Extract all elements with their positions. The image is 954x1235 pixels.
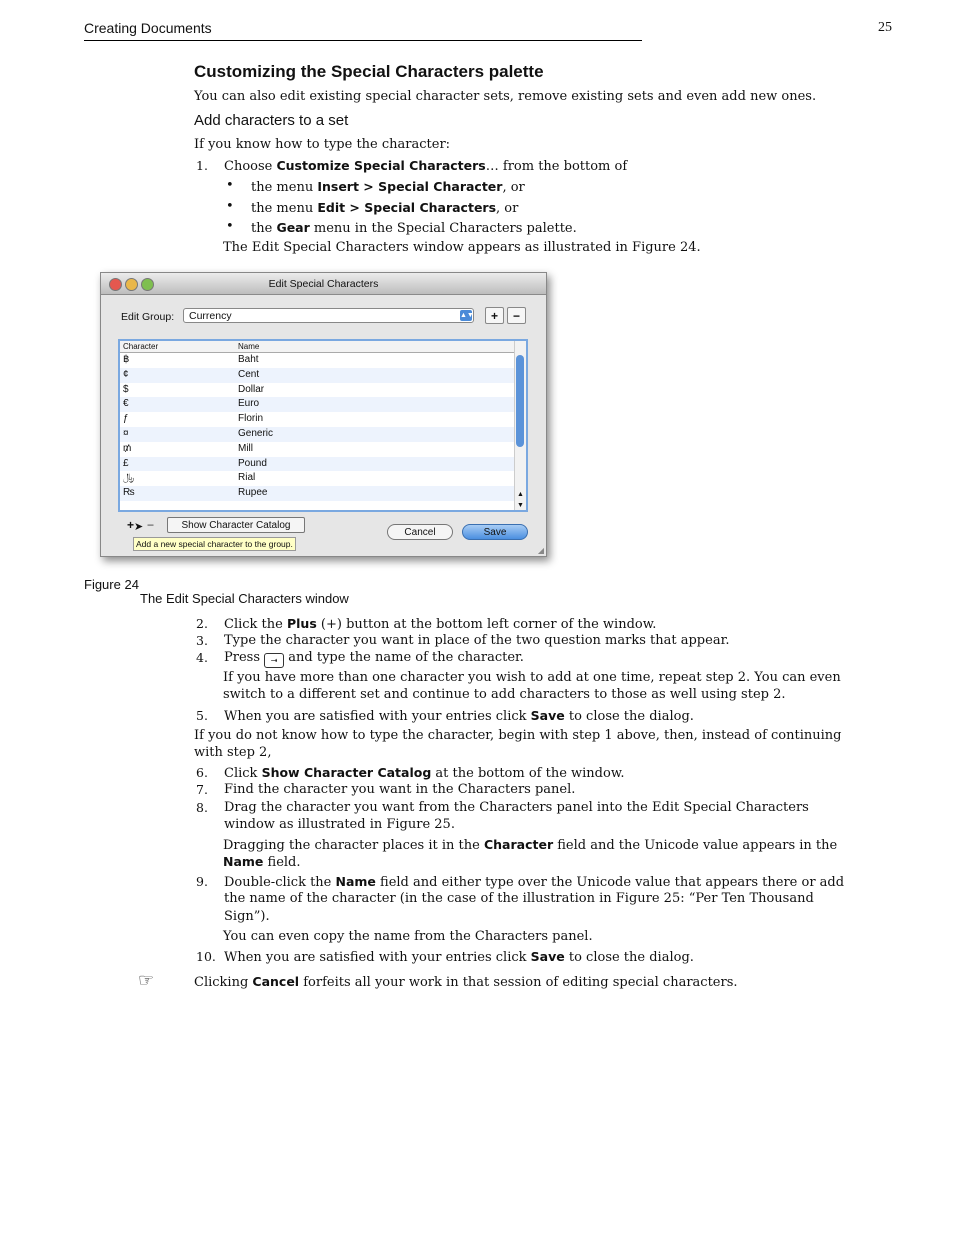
lead-paragraph: If you know how to type the character:: [194, 137, 451, 152]
characters-table[interactable]: [118, 339, 528, 512]
alternate-path-line: If you do not know how to type the character, begin with step 1 above, then, instead of continuing: [194, 728, 842, 743]
window-titlebar: [101, 273, 546, 295]
name-cell[interactable]: Generic: [238, 427, 274, 439]
character-cell[interactable]: ¢: [123, 368, 129, 380]
step-5: When you are satisfied with your entries click Save to close the dialog.: [224, 708, 694, 724]
name-cell[interactable]: Dollar: [238, 383, 265, 395]
table-row[interactable]: [120, 457, 526, 472]
name-cell[interactable]: Rupee: [238, 487, 268, 499]
table-body: [120, 353, 526, 501]
step-10: When you are satisfied with your entries click Save to close the dialog.: [224, 949, 694, 965]
bullet-icon: •: [226, 219, 234, 234]
table-row[interactable]: [120, 368, 526, 383]
name-cell[interactable]: Rial: [238, 472, 256, 484]
edit-special-characters-window: [100, 272, 547, 557]
intro-paragraph: You can also edit existing special character sets, remove existing sets and even add new ones.: [194, 89, 817, 104]
table-row[interactable]: [120, 486, 526, 501]
figure-caption: The Edit Special Characters window: [140, 591, 349, 606]
tab-key-icon: ⇥: [264, 653, 284, 668]
step-4-note-line: switch to a different set and continue to add characters to those as well using step 2.: [223, 687, 786, 702]
add-character-button[interactable]: +: [126, 518, 134, 532]
step-2: Click the Plus (+) button at the bottom left corner of the window.: [224, 616, 657, 632]
bullet-icon: •: [226, 178, 234, 193]
scrollbar-thumb[interactable]: [516, 355, 524, 447]
show-character-catalog-button[interactable]: Show Character Catalog: [167, 517, 305, 533]
remove-group-button[interactable]: −: [507, 307, 526, 324]
table-row[interactable]: [120, 383, 526, 398]
bullet-item: the menu Insert > Special Character, or: [251, 179, 525, 195]
step-3: Type the character you want in place of the two question marks that appear.: [224, 633, 730, 648]
step-1-result: The Edit Special Characters window appears as illustrated in Figure 24.: [223, 240, 701, 255]
step-number: 5.: [196, 708, 208, 723]
name-cell[interactable]: Euro: [238, 398, 260, 410]
character-cell[interactable]: ฿: [123, 354, 130, 365]
step-6: Click Show Character Catalog at the bottom of the window.: [224, 765, 625, 781]
step-4-note-line: If you have more than one character you wish to add at one time, repeat step 2. You can even: [223, 670, 841, 685]
scroll-up-icon[interactable]: ▲: [517, 491, 524, 498]
step-4: Press ⇥ and type the name of the character.: [224, 649, 524, 668]
step-9-line: Double-click the Name field and either type over the Unicode value that appears there or add: [224, 874, 845, 890]
bullet-icon: •: [226, 199, 234, 214]
window-title: Edit Special Characters: [268, 278, 379, 290]
remove-character-button[interactable]: −: [146, 518, 154, 532]
add-group-button[interactable]: +: [485, 307, 504, 324]
step-number: 2.: [196, 616, 208, 631]
mouse-cursor-icon: ➤: [134, 521, 144, 533]
step-8-note: Dragging the character places it in the Character field and the Unicode value appears in the: [223, 837, 838, 853]
pointing-hand-icon: ☞: [138, 970, 155, 991]
table-row[interactable]: [120, 397, 526, 412]
step-8-line: Drag the character you want from the Characters panel into the Edit Special Characters: [224, 800, 809, 815]
cancel-button[interactable]: Cancel: [387, 524, 453, 540]
subheading: Add characters to a set: [194, 112, 349, 129]
character-cell[interactable]: £: [123, 457, 129, 469]
step-9-note: You can even copy the name from the Characters panel.: [223, 929, 593, 944]
page-number: 25: [878, 20, 892, 35]
step-8-note: Name field.: [223, 854, 301, 870]
step-7: Find the character you want in the Characters panel.: [224, 782, 576, 797]
table-row[interactable]: [120, 412, 526, 427]
resize-grip-icon[interactable]: ◢: [537, 546, 544, 555]
character-cell[interactable]: ¤: [123, 427, 129, 439]
bullet-item: the menu Edit > Special Characters, or: [251, 200, 519, 216]
character-cell[interactable]: ƒ: [123, 413, 129, 425]
bullet-item: the Gear menu in the Special Characters palette.: [251, 220, 577, 236]
running-header: [84, 20, 642, 41]
name-cell[interactable]: Florin: [238, 413, 264, 425]
table-row[interactable]: [120, 471, 526, 486]
section-title: Creating Documents: [84, 20, 212, 36]
edit-group-select[interactable]: Currency ▲▼: [183, 308, 474, 323]
select-arrows-icon: ▲▼: [460, 312, 474, 319]
save-button[interactable]: Save: [462, 524, 528, 540]
alternate-path-line: with step 2,: [194, 745, 272, 760]
table-row[interactable]: [120, 442, 526, 457]
step-number: 8.: [196, 800, 208, 815]
table-header: [120, 341, 526, 353]
table-row[interactable]: [120, 353, 526, 368]
step-9-line: the name of the character (in the case of the illustration in Figure 25: “Per Ten Thousand: [224, 891, 814, 906]
step-number: 3.: [196, 633, 208, 648]
edit-group-label: Edit Group:: [121, 311, 175, 323]
step-1: Choose Customize Special Characters… from the bottom of: [224, 158, 628, 174]
step-number: 10.: [196, 949, 216, 964]
vertical-scrollbar[interactable]: [514, 341, 526, 510]
character-cell[interactable]: €: [123, 398, 129, 410]
name-cell[interactable]: Pound: [238, 457, 267, 469]
character-cell[interactable]: $: [123, 383, 129, 395]
name-cell[interactable]: Cent: [238, 368, 260, 380]
name-cell[interactable]: Baht: [238, 354, 259, 365]
column-header-name[interactable]: Name: [238, 342, 260, 351]
name-cell[interactable]: Mill: [238, 442, 253, 454]
cancel-note: Clicking Cancel forfeits all your work in that session of editing special characters.: [194, 974, 738, 990]
table-row[interactable]: [120, 427, 526, 442]
scroll-down-icon[interactable]: ▼: [517, 502, 524, 509]
step-9-line: Sign”).: [224, 909, 270, 924]
tooltip: Add a new special character to the group.: [133, 537, 296, 551]
column-header-character[interactable]: Character: [123, 342, 159, 351]
step-8-line: window as illustrated in Figure 25.: [224, 817, 455, 832]
step-number: 9.: [196, 874, 208, 889]
step-number: 4.: [196, 650, 208, 665]
step-number: 7.: [196, 782, 208, 797]
character-cell[interactable]: ﷼: [123, 472, 135, 484]
step-number: 1.: [196, 158, 208, 173]
character-cell[interactable]: ₨: [123, 487, 135, 499]
step-number: 6.: [196, 765, 208, 780]
character-cell[interactable]: ₥: [123, 442, 132, 454]
section-heading: Customizing the Special Characters palette: [194, 62, 544, 81]
figure-label: Figure 24: [84, 577, 139, 592]
